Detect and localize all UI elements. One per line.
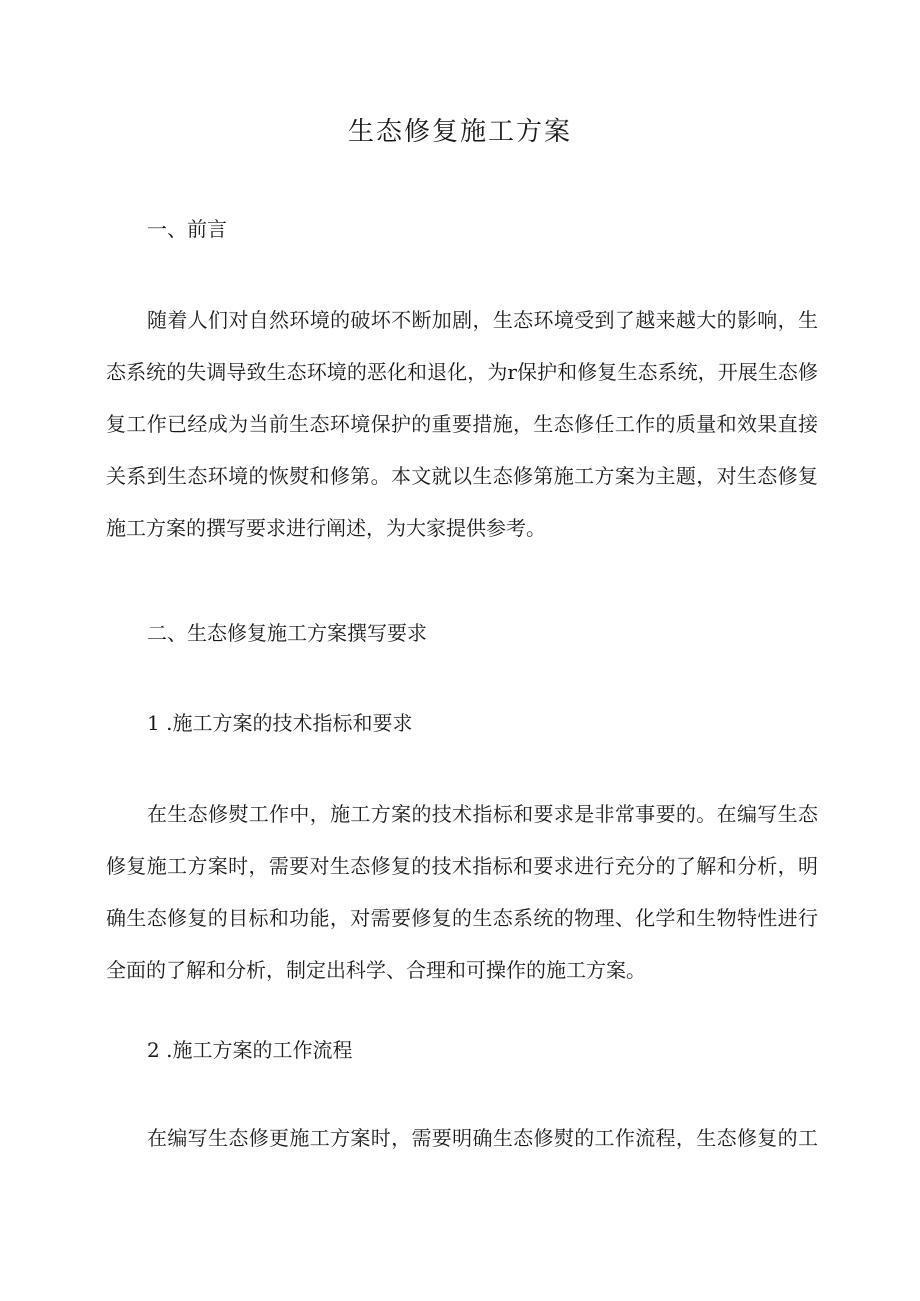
technical-indicators-paragraph [106, 788, 818, 996]
paragraph-line: 在编写生态修更施工方案时，需要明确生态修熨的工作流程，生态修复的工 [147, 1126, 818, 1150]
paragraph-line: 全面的了解和分析，制定出科学、合理和可操作的施工方案。 [106, 958, 646, 982]
paragraph-line: 施工方案的撰写要求进行阐述，为大家提供参考。 [106, 516, 546, 540]
paragraph-line: 关系到生态环境的恢熨和修第。本文就以生态修第施工方案为主题，对生态修复 [106, 464, 818, 488]
paragraph-line: 态系统的失调导致生态环境的恶化和退化，为r保护和修复生态系统，开展生态修 [106, 360, 818, 384]
section-heading-requirements: 二、生态修复施工方案撰写要求 [147, 621, 427, 645]
document-title: 生态修复施工方案 [347, 117, 572, 147]
paragraph-line: 复工作已经成为当前生态环境保护的重要措施，生态修任工作的质量和效果直接 [106, 412, 818, 436]
paragraph-line: 随着人们对自然环境的破坏不断加剧，生态环境受到了越来越大的影响，生 [147, 308, 818, 332]
paragraph-line: 在生态修熨工作中，施工方案的技术指标和要求是非常事要的。在编写生态 [147, 802, 818, 826]
section-heading-preface: 一、前言 [147, 217, 227, 241]
preface-paragraph [106, 294, 818, 554]
subsection-heading-workflow: 2 .施工方案的工作流程 [147, 1038, 353, 1062]
paragraph-line: 确生态修复的目标和功能，对需要修复的生态系统的物理、化学和生物特性进行 [106, 906, 818, 930]
workflow-paragraph [106, 1112, 818, 1164]
paragraph-line: 修复施工方案时，需要对生态修复的技术指标和要求进行充分的了解和分析，明 [106, 854, 818, 878]
subsection-heading-technical-indicators: 1 .施工方案的技术指标和要求 [147, 711, 413, 735]
